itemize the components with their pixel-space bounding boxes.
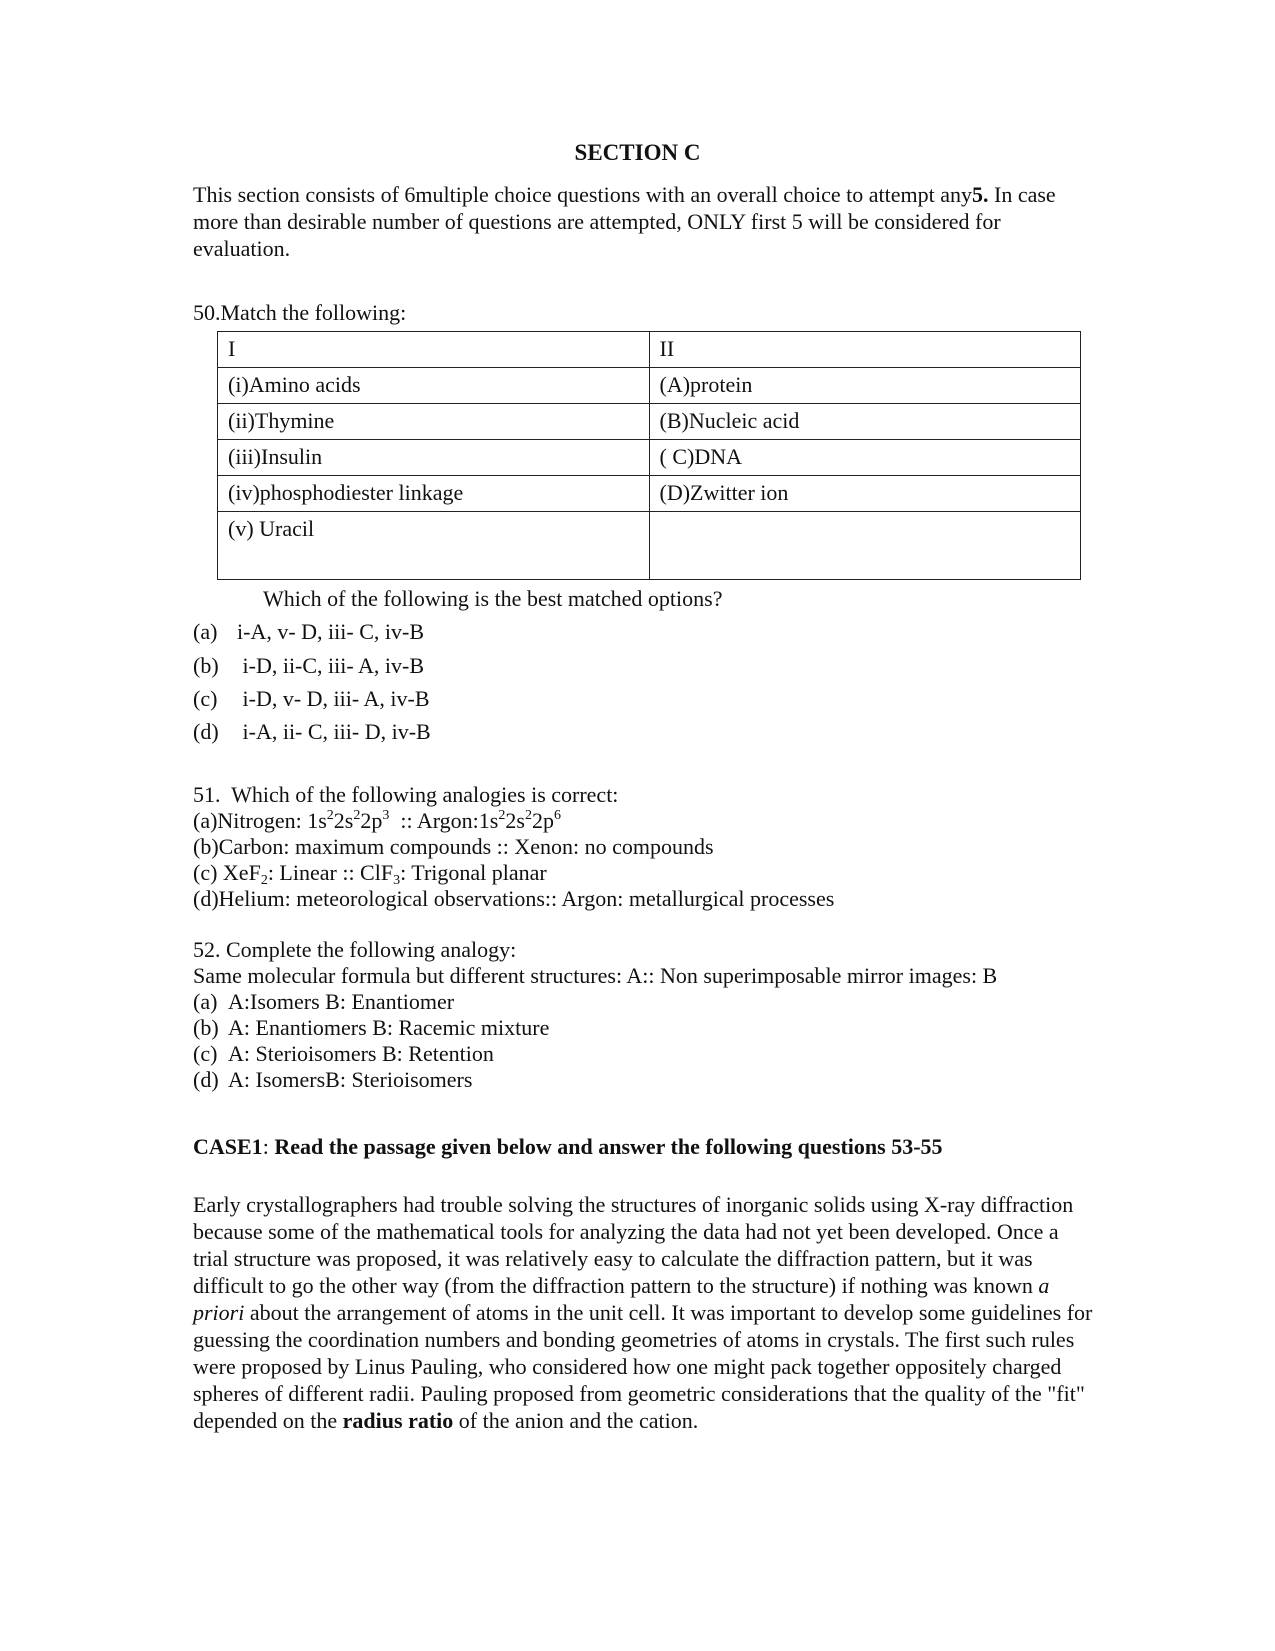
question-52-stem: Same molecular formula but different structures: A:: Non superimposable mirror images: B [193,963,998,988]
question-51-option-a [193,808,561,834]
question-52-prompt: 52. Complete the following analogy: [193,937,517,962]
case-heading [193,1134,943,1160]
table-cell: (iii)Insulin [218,440,650,476]
superscript: 2 [524,808,532,823]
passage-text: of the anion and the cation. [453,1408,699,1433]
text-run: :: Argon:1s [389,808,499,833]
subscript: 3 [393,873,401,888]
option-label: (d) [193,1067,219,1092]
option-label: (c) [193,1041,218,1066]
table-cell: (A)protein [649,368,1081,404]
case-label: CASE1 [193,1134,263,1159]
case-colon: : [262,1134,275,1159]
option-b [193,653,424,679]
table-cell: (i)Amino acids [218,368,650,404]
text-run: 2p [360,808,383,833]
passage-italic: a priori [193,1273,1050,1325]
text-run: 2p [531,808,554,833]
table-row [218,404,1081,440]
question-50-prompt: 50.Match the following: [193,300,407,325]
case-instruction: Read the passage given below and answer the following questions 53-55 [274,1134,943,1159]
option-label: (a) [193,619,218,644]
superscript: 2 [326,808,334,823]
passage-text: Early crystallographers had trouble solving the structures of inorganic solids using X-ray diffraction because some of the mathematical tools for analyzing the data had not yet been developed. Once a trial structure was proposed, it was relatively easy to calculate the diffraction pattern, but it was difficult to go the other way (from the diffraction pattern to the structure) if nothing was known [193,1192,1074,1298]
text-run: : Linear :: ClF [267,860,394,885]
table-cell: (iv)phosphodiester linkage [218,476,650,512]
table-cell: (D)Zwitter ion [649,476,1081,512]
superscript: 2 [353,808,361,823]
table-cell: (v) Uracil [218,512,650,580]
text-run: (a)Nitrogen: 1s [193,808,327,833]
question-51-option-c [193,860,547,886]
superscript: 3 [382,808,390,823]
option-text: A: IsomersB: Sterioisomers [228,1067,473,1092]
question-51-option-b: (b)Carbon: maximum compounds :: Xenon: no compounds [193,834,714,859]
passage-bold: radius ratio [342,1408,454,1433]
option-text: A: Sterioisomers B: Retention [228,1041,494,1066]
option-text: i-D, ii-C, iii- A, iv-B [237,653,424,678]
text-run: 2s [505,808,525,833]
section-title: SECTION C [574,140,701,165]
option-label: (a) [193,989,218,1014]
question-52-option-d [193,1067,472,1093]
table-row [218,368,1081,404]
option-d [193,719,431,745]
subscript: 2 [260,873,268,888]
intro-text-continued: In case more than desirable number of questions are attempted, ONLY first 5 will be considered for evaluation. [193,182,1056,261]
column-header-i: I [218,332,650,368]
text-run: : Trigonal planar [400,860,547,885]
table-cell: (B)Nucleic acid [649,404,1081,440]
option-c [193,686,430,712]
table-row [218,476,1081,512]
question-52-option-b [193,1015,549,1041]
text-run: 2s [333,808,354,833]
option-label: (d) [193,719,219,744]
table-cell: (ii)Thymine [218,404,650,440]
option-text: i-A, ii- C, iii- D, iv-B [237,719,431,744]
match-table [217,331,1081,580]
question-52-option-a [193,989,454,1015]
table-row [218,440,1081,476]
option-label: (c) [193,686,218,711]
question-50-question: Which of the following is the best matched options? [263,586,723,611]
passage-text: about the arrangement of atoms in the unit cell. It was important to develop some guidelines for guessing the coordination numbers and bonding geometries of atoms in crystals. The first such rules were proposed by Linus Pauling, who considered how one might pack together oppositely charged spheres of different radii. Pauling proposed from geometric considerations that the quality of the "fit" depended on the [193,1300,1093,1433]
superscript: 2 [498,808,506,823]
match-table-header-row [218,332,1081,368]
intro-bold-count: 5. [972,182,989,207]
option-text: A:Isomers B: Enantiomer [228,989,455,1014]
option-text: i-A, v- D, iii- C, iv-B [237,619,424,644]
option-a [193,619,424,645]
option-label: (b) [193,1015,219,1040]
table-cell [649,512,1081,580]
option-text: i-D, v- D, iii- A, iv-B [237,686,430,711]
case-passage [193,1191,1093,1434]
superscript: 6 [553,808,561,823]
question-52-option-c [193,1041,494,1067]
section-instructions [193,181,1093,262]
question-51-prompt: 51. Which of the following analogies is correct: [193,782,619,807]
table-row [218,512,1081,580]
column-header-ii: II [649,332,1081,368]
question-51-option-d: (d)Helium: meteorological observations:: Argon: metallurgical processes [193,886,835,911]
table-cell: ( C)DNA [649,440,1081,476]
option-text: A: Enantiomers B: Racemic mixture [228,1015,550,1040]
intro-text: This section consists of 6multiple choice questions with an overall choice to attempt any [193,182,972,207]
text-run: (c) XeF [193,860,261,885]
option-label: (b) [193,653,219,678]
